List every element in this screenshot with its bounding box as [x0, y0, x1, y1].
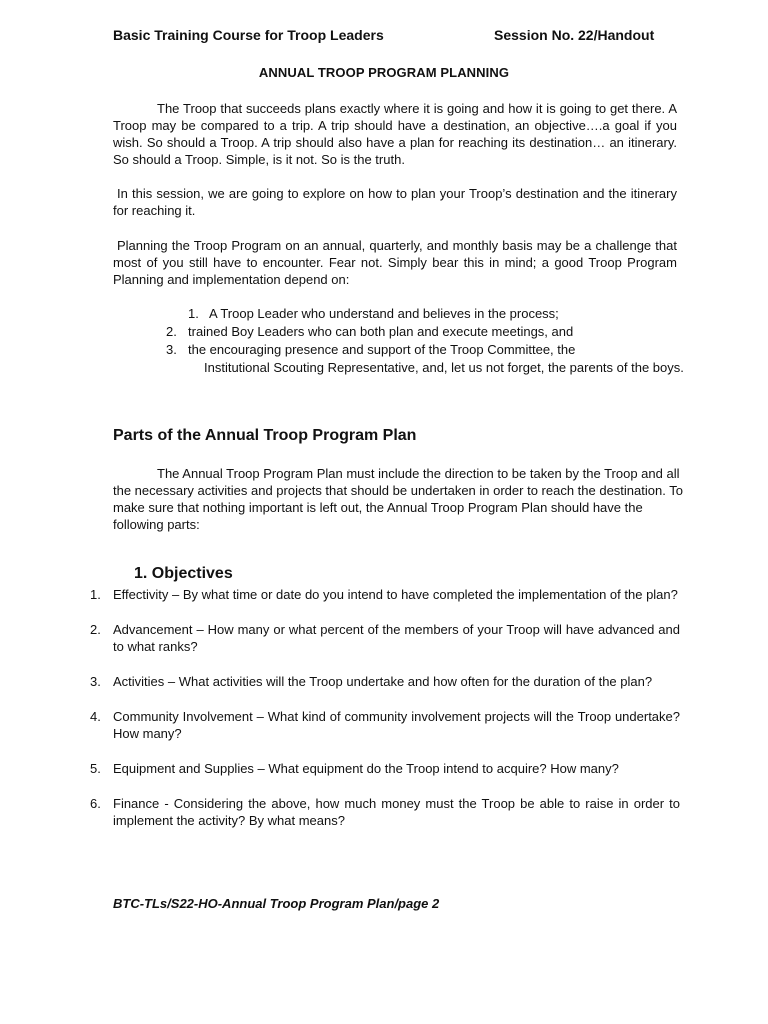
list-text: Equipment and Supplies – What equipment do the Troop intend to acquire? How many? — [113, 761, 619, 776]
list-text: trained Boy Leaders who can both plan and execute meetings, and — [188, 324, 574, 339]
list-number: 1. — [188, 306, 199, 321]
section-paragraph: The Annual Troop Program Plan must include the direction to be taken by the Troop and all the necessary activities and projects that should be undertaken in order to reach the destination. To make sure that nothing important is left out, the Annual Troop Program Plan should have the following parts: — [113, 466, 683, 532]
list-text: Advancement – How many or what percent of the members of your Troop will have advanced and to what ranks? — [113, 622, 680, 654]
list-item — [88, 673, 680, 690]
list-number: 6. — [90, 796, 101, 811]
list-text: Finance - Considering the above, how much money must the Troop be able to raise in order to implement the activity? By what means? — [113, 796, 680, 828]
list-text: Activities – What activities will the Troop undertake and how often for the duration of the plan? — [113, 674, 653, 689]
page-footer: BTC-TLs/S22-HO-Annual Troop Program Plan/page 2 — [113, 896, 440, 911]
document-title: ANNUAL TROOP PROGRAM PLANNING — [258, 65, 510, 80]
list-number: 1. — [90, 587, 101, 602]
list-text: Effectivity – By what time or date do you intend to have completed the implementation of the plan? — [113, 587, 678, 602]
list-number: 4. — [90, 709, 101, 724]
section-heading: Parts of the Annual Troop Program Plan — [113, 427, 417, 444]
planning-paragraph: Planning the Troop Program on an annual, quarterly, and monthly basis may be a challenge that most of you still have to encounter. Fear not. Simply bear this in mind; a good Troop Program Planning and implementation depend on: — [113, 238, 677, 287]
list-number: 3. — [90, 674, 101, 689]
header-course-title: Basic Training Course for Troop Leaders — [113, 27, 384, 43]
list-number: 2. — [90, 622, 101, 637]
requirements-list — [113, 305, 693, 376]
list-text: Community Involvement – What kind of community involvement projects will the Troop undertake? How many? — [113, 709, 680, 741]
objectives-heading: 1. Objectives — [134, 565, 233, 582]
list-text-continued: Institutional Scouting Representative, and, let us not forget, the parents of the boys. — [204, 360, 684, 375]
session-paragraph: In this session, we are going to explore on how to plan your Troop’s destination and the itinerary for reaching it. — [113, 186, 677, 218]
list-item — [113, 341, 693, 376]
list-text: A Troop Leader who understand and believes in the process; — [209, 306, 559, 321]
list-item — [88, 586, 680, 603]
list-number: 5. — [90, 761, 101, 776]
list-text: the encouraging presence and support of the Troop Committee, the — [188, 342, 576, 357]
list-item — [113, 305, 693, 323]
list-number: 2. — [166, 324, 177, 339]
list-item — [88, 621, 680, 655]
list-item — [88, 708, 680, 742]
list-number: 3. — [166, 342, 177, 357]
header-session-number: Session No. 22/Handout — [494, 27, 655, 43]
list-item — [88, 795, 680, 829]
list-item — [88, 760, 680, 777]
objectives-list — [88, 586, 680, 847]
intro-paragraph: The Troop that succeeds plans exactly where it is going and how it is going to get there. A Troop may be compared to a trip. A trip should have a destination, an objective….a goal if you wish. So should a Troop. A trip should also have a plan for reaching its destination… an itinerary. So should a Troop. Simple, is it not. So is the truth. — [113, 101, 677, 167]
list-item — [113, 323, 693, 341]
